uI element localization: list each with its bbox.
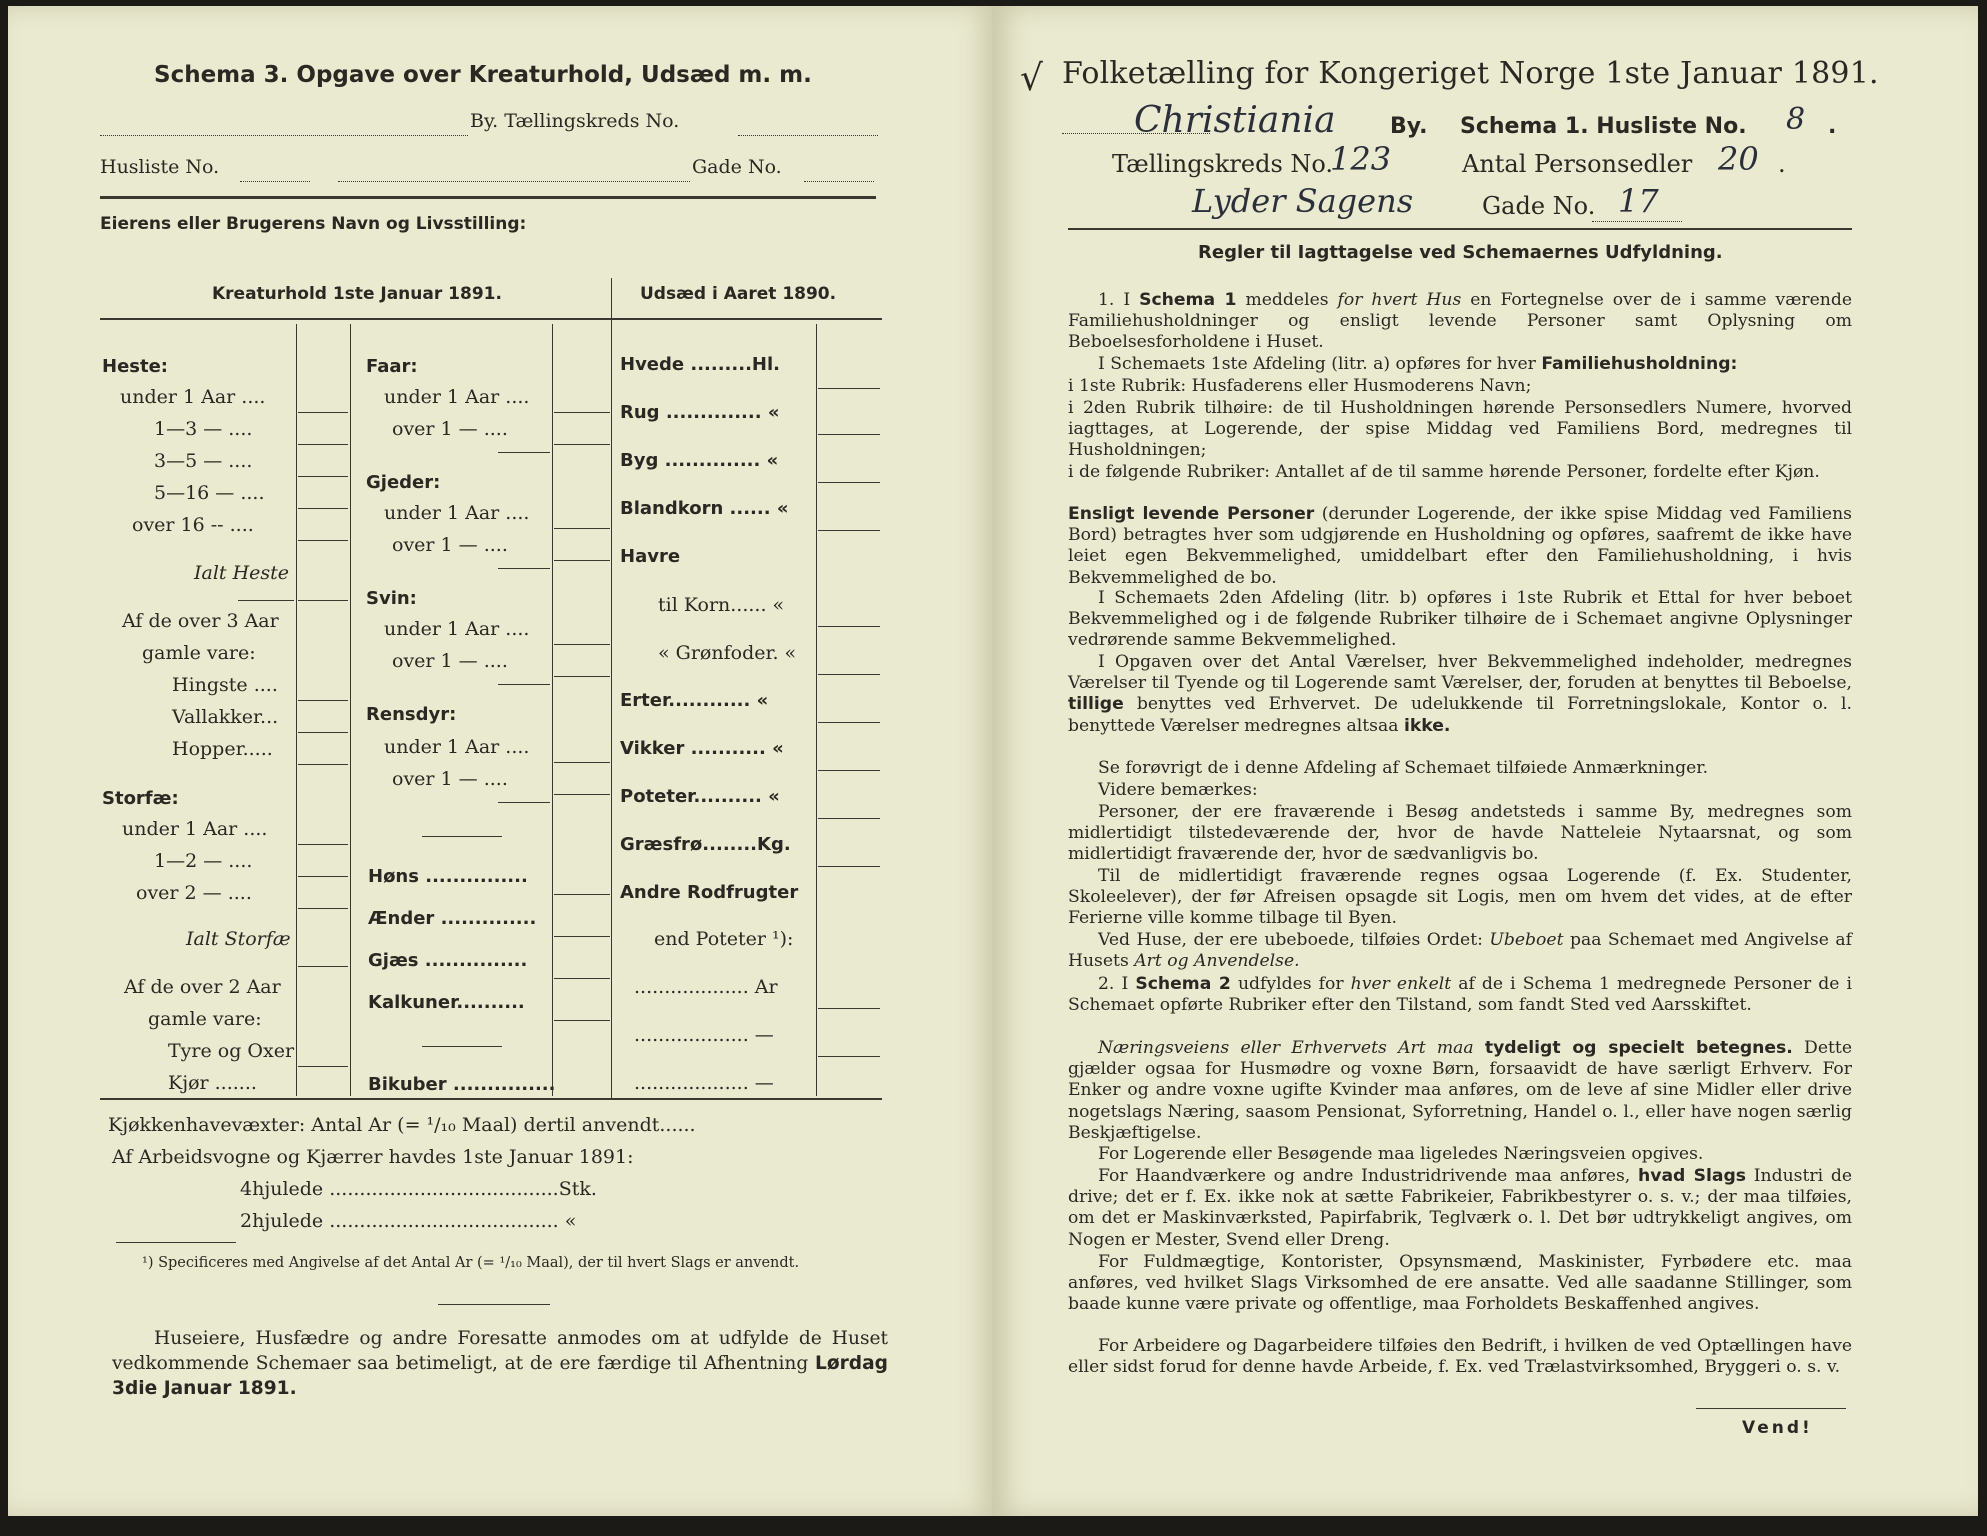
col2-value-line xyxy=(552,324,553,1096)
gade-label: Gade No. xyxy=(692,156,782,178)
dash-line: ................... — xyxy=(634,1024,774,1046)
kreds-label: Tællingskreds No. xyxy=(1112,150,1334,178)
rule-paragraph: For Fuldmægtige, Kontorister, Opsynsmænd, Maskinister, Fyrbødere etc. maa anføres, ved hvilket Slags Virksomhed de ere ansatte. Ved alle saadanne Stillinger, som baade kunne være private og offentlige, maa Forholdets Beskaffenhed angives. xyxy=(1068,1252,1852,1315)
rule-paragraph: i 2den Rubrik tilhøire: de til Husholdningen hørende Personsedlers Numere, hvorved iagttages, at Logerende, der spise Middag ved Familiens Bord, medregnes til Husholdningen; xyxy=(1068,398,1852,461)
heste-blank[interactable] xyxy=(298,476,348,477)
heste-row: 1—3 — .... xyxy=(154,418,253,440)
blandkorn-label: Blandkorn ...... « xyxy=(620,498,789,519)
udsaed-blank[interactable] xyxy=(818,1056,880,1057)
gade-label: Gade No. xyxy=(1482,192,1596,220)
havre-label: Havre xyxy=(620,546,681,567)
rule-paragraph: Ved Huse, der ere ubeboede, tilføies Ordet: Ubeboet paa Schemaet med Angivelse af Husets Art og Anvendelse. xyxy=(1068,930,1852,972)
rule-paragraph: 1. I Schema 1 meddeles for hvert Hus en Fortegnelse over de i samme værende Familiehusholdninger og ensligt levende Personer samt Oplysning om Beboelsesforholdene i Huset. xyxy=(1068,290,1852,353)
heste-sum-line xyxy=(238,600,294,601)
aender-label: Ænder .............. xyxy=(368,908,537,929)
husliste-label: Husliste No. xyxy=(100,156,220,178)
rule-paragraph: i 1ste Rubrik: Husfaderens eller Husmoderens Navn; xyxy=(1068,376,1532,396)
rule-paragraph: 2. I Schema 2 udfyldes for hver enkelt af de i Schema 1 medregnede Personer de i Schemaet opførte Rubriker efter den Tilstand, som fandt Sted ved Aarsskiftet. xyxy=(1068,974,1852,1016)
col1-divider xyxy=(350,324,351,1096)
kjor-label: Kjør ....... xyxy=(168,1072,257,1094)
udsaed-blank[interactable] xyxy=(818,530,880,531)
vikker-label: Vikker ........... « xyxy=(620,738,784,759)
regler-heading: Regler til Iagttagelse ved Schemaernes Udfyldning. xyxy=(1198,242,1723,263)
ialt-heste: Ialt Heste xyxy=(194,562,290,584)
gronfoder-label: « Grønfoder. « xyxy=(658,642,797,664)
svin-blank[interactable] xyxy=(554,644,610,645)
udsaed-blank[interactable] xyxy=(818,770,880,771)
kreds-blank[interactable] xyxy=(738,134,878,136)
header-rule xyxy=(100,196,876,199)
aender-blank[interactable] xyxy=(554,936,610,937)
tohjulede-line: 2hjulede ...................................... « xyxy=(240,1210,577,1232)
col3-value-line xyxy=(816,324,817,1096)
rule-paragraph: Til de midlertidigt fraværende regnes ogsaa Logerende (f. Ex. Studenter, Skoleelever), der før Afreisen opsagde sit Logis, men om hvem det vides, at de efter Ferierne ville komme tilbage til Byen. xyxy=(1068,866,1852,929)
footnote-rule xyxy=(116,1242,236,1243)
af-over3-label: gamle vare: xyxy=(142,642,256,664)
title-rule xyxy=(1068,228,1852,230)
rule-paragraph: I Opgaven over det Antal Værelser, hver Bekvemmelighed indeholder, medregnes Værelser til Tyende og til Logerende samt Værelser, der, foruden at benyttes til Beboelse, tillige benyttes ved Erhvervet. De udelukkende til Forretningslokale, Kontor o. l. benyttede Værelser medregnes altsaa ikke. xyxy=(1068,652,1852,736)
rule-paragraph: I Schemaets 2den Afdeling (litr. b) opføres i 1ste Rubrik et Ettal for hver beboet Bekvemmelighed og i de følgende Rubriker tilhøire de i Schemaet angivne Oplysninger vedrørende samme Bekvemmelighed. xyxy=(1068,588,1852,651)
heste-label: Heste: xyxy=(102,356,168,377)
kalkuner-blank[interactable] xyxy=(554,1020,610,1021)
heste-row: over 16 -- .... xyxy=(132,514,254,536)
section-separator xyxy=(422,1046,502,1047)
storfae-blank[interactable] xyxy=(298,908,348,909)
rule-paragraph: Ensligt levende Personer (derunder Logerende, der ikke spise Middag ved Familiens Bord) betragtes hver som udgjørende en Husholdning og opføres, saafremt de ikke have leiet egen Bekvemmelighed, umiddelbart efter den Familiehusholdning, i hvis Bekvemmelighed de bo. xyxy=(1068,504,1852,588)
af-over3-label: Af de over 3 Aar xyxy=(122,610,279,632)
rug-label: Rug .............. « xyxy=(620,402,780,423)
by-label: By. xyxy=(1390,114,1428,139)
svin-sum-line xyxy=(498,684,550,685)
city-blank[interactable] xyxy=(100,134,468,136)
street-handwritten[interactable]: Lyder Sagens xyxy=(1192,182,1414,220)
svin-blank[interactable] xyxy=(554,676,610,677)
hopper-blank[interactable] xyxy=(298,764,348,765)
af-over2-label: Af de over 2 Aar xyxy=(124,976,281,998)
bikuber-label: Bikuber ............... xyxy=(368,1074,556,1095)
udsaed-blank[interactable] xyxy=(818,1008,880,1009)
check-mark: √ xyxy=(1020,58,1043,99)
period: . xyxy=(1828,114,1837,139)
dash-line: ................... — xyxy=(634,1072,774,1094)
heste-blank[interactable] xyxy=(298,444,348,445)
rensdyr-label: Rensdyr: xyxy=(366,704,457,725)
udsaed-blank[interactable] xyxy=(818,482,880,483)
table-top-rule xyxy=(100,318,882,320)
arbeidsvogne-label: Af Arbeidsvogne og Kjærrer havdes 1ste Januar 1891: xyxy=(112,1146,634,1168)
gjeder-blank[interactable] xyxy=(554,560,610,561)
street-blank[interactable] xyxy=(338,180,690,182)
vend-label: Vend! xyxy=(1742,1418,1813,1438)
gjeder-row: over 1 — .... xyxy=(392,534,508,556)
rensdyr-blank[interactable] xyxy=(554,762,610,763)
faar-label: Faar: xyxy=(366,356,418,377)
left-page xyxy=(8,6,994,1516)
rule-paragraph: i de følgende Rubriker: Antallet af de til samme hørende Personer, fordelte efter Kjøn. xyxy=(1068,462,1820,482)
heste-row: under 1 Aar .... xyxy=(120,386,266,408)
til-korn-label: til Korn...... « xyxy=(658,594,785,616)
svin-label: Svin: xyxy=(366,588,417,609)
andre-rodfrugter-label: end Poteter ¹): xyxy=(654,928,794,950)
rule-paragraph: I Schemaets 1ste Afdeling (litr. a) opføres for hver Familiehusholdning: xyxy=(1098,354,1738,374)
heste-blank[interactable] xyxy=(298,540,348,541)
col1-value-line xyxy=(296,324,297,1096)
heste-row: 3—5 — .... xyxy=(154,450,253,472)
vallakker-label: Vallakker... xyxy=(172,706,279,728)
right-page xyxy=(992,6,1978,1516)
svin-row: under 1 Aar .... xyxy=(384,618,530,640)
kreds-handwritten[interactable]: 123 xyxy=(1330,140,1392,178)
rule-paragraph: For Logerende eller Besøgende maa ligeledes Næringsveien opgives. xyxy=(1098,1144,1704,1164)
table-bottom-rule xyxy=(100,1098,882,1100)
rensdyr-blank[interactable] xyxy=(554,794,610,795)
rensdyr-row: over 1 — .... xyxy=(392,768,508,790)
udsaed-blank[interactable] xyxy=(818,388,880,389)
rule-paragraph: Videre bemærkes: xyxy=(1098,780,1258,800)
hopper-label: Hopper..... xyxy=(172,738,273,760)
gade-dots xyxy=(1592,220,1682,222)
udsaed-blank[interactable] xyxy=(818,674,880,675)
storfae-blank[interactable] xyxy=(298,844,348,845)
faar-row: under 1 Aar .... xyxy=(384,386,530,408)
hvede-label: Hvede .........Hl. xyxy=(620,354,780,375)
heste-row: 5—16 — .... xyxy=(154,482,265,504)
udsaed-blank[interactable] xyxy=(818,626,880,627)
heste-blank[interactable] xyxy=(298,508,348,509)
husliste-handwritten[interactable]: 8 xyxy=(1786,102,1806,137)
udsaed-blank[interactable] xyxy=(818,818,880,819)
udsaed-blank[interactable] xyxy=(818,866,880,867)
hingste-blank[interactable] xyxy=(298,700,348,701)
gjeder-row: under 1 Aar .... xyxy=(384,502,530,524)
kalkuner-label: Kalkuner.......... xyxy=(368,992,525,1013)
erter-label: Erter............ « xyxy=(620,690,769,711)
rensdyr-sum-line xyxy=(498,802,550,803)
gjeder-sum-line xyxy=(498,568,550,569)
rule-paragraph: Personer, der ere fraværende i Besøg andetsteds i samme By, medregnes som midlertidigt tilstedeværende der, hvor de havde Natteleie Nytaarsnat, og som midlertidigt fraværende der, hvor de sædvanligvis bo. xyxy=(1068,802,1852,865)
faar-row: over 1 — .... xyxy=(392,418,508,440)
vallakker-blank[interactable] xyxy=(298,732,348,733)
rule-paragraph: For Arbeidere og Dagarbeidere tilføies den Bedrift, i hvilken de ved Optællingen have eller sidst forud for denne havde Arbeide, f. Ex. ved Trælastvirksomhed, Bryggeri o. s. v. xyxy=(1068,1336,1852,1378)
hingste-label: Hingste .... xyxy=(172,674,278,696)
rule-paragraph: Næringsveiens eller Erhvervets Art maa tydeligt og specielt betegnes. Dette gjælder ogsaa for Husmødre og voxne Børn, forsaavidt de have særligt Erhverv. For Enker og andre voxne ugifte Kvinder maa anføres, om de leve af sine Midler eller drive nogetslags Næring, saasom Pensionat, Syforretning, Handel o. l., eller have nogen særlig Beskjæftigelse. xyxy=(1068,1038,1852,1143)
antal-handwritten[interactable]: 20 xyxy=(1718,140,1759,178)
ialt-storfae-blank[interactable] xyxy=(298,966,348,967)
faar-blank[interactable] xyxy=(554,412,610,413)
census-title: Folketælling for Kongeriget Norge 1ste Januar 1891. xyxy=(1062,56,1879,91)
gjaes-blank[interactable] xyxy=(554,978,610,979)
ialt-heste-blank[interactable] xyxy=(298,600,348,601)
udsaed-blank[interactable] xyxy=(818,434,880,435)
svin-row: over 1 — .... xyxy=(392,650,508,672)
city-handwritten[interactable]: Christiania xyxy=(1134,100,1336,141)
hons-blank[interactable] xyxy=(554,894,610,895)
faar-blank[interactable] xyxy=(554,444,610,445)
storfae-row: under 1 Aar .... xyxy=(122,818,268,840)
storfae-row: over 2 — .... xyxy=(136,882,252,904)
vend-rule xyxy=(1696,1408,1846,1409)
af-over2-label: gamle vare: xyxy=(148,1008,262,1030)
col-divider xyxy=(611,278,612,1098)
heste-blank[interactable] xyxy=(298,412,348,413)
antal-label: Antal Personsedler xyxy=(1462,150,1693,178)
faar-sum-line xyxy=(498,452,550,453)
gade-blank[interactable] xyxy=(804,180,874,182)
closing-note: Huseiere, Husfædre og andre Foresatte anmodes om at udfylde de Huset vedkommende Schemaer saa betimeligt, at de ere færdige til Afhentning Lørdag 3die Januar 1891. xyxy=(112,1328,888,1399)
udsaed-header: Udsæd i Aaret 1890. xyxy=(640,284,837,304)
by-kreds-label: By. Tællingskreds No. xyxy=(470,110,680,132)
storfae-blank[interactable] xyxy=(298,876,348,877)
gade-handwritten[interactable]: 17 xyxy=(1618,182,1659,220)
andre-rodfrugter-label: Andre Rodfrugter xyxy=(620,882,799,903)
rensdyr-row: under 1 Aar .... xyxy=(384,736,530,758)
graesfro-label: Græsfrø........Kg. xyxy=(620,834,791,855)
kreaturhold-header: Kreaturhold 1ste Januar 1891. xyxy=(212,284,502,304)
schema1-husliste-label: Schema 1. Husliste No. xyxy=(1460,114,1747,139)
udsaed-blank[interactable] xyxy=(818,722,880,723)
kjokkenhave-line: Kjøkkenhavevæxter: Antal Ar (= ¹/₁₀ Maal) dertil anvendt...... xyxy=(108,1114,696,1136)
ialt-storfae: Ialt Storfæ xyxy=(186,928,291,950)
gjeder-blank[interactable] xyxy=(554,528,610,529)
section-separator xyxy=(422,836,502,837)
ar-line: ................... Ar xyxy=(634,976,778,998)
closing-rule xyxy=(438,1304,550,1305)
husliste-blank[interactable] xyxy=(240,180,310,182)
tyre-blank[interactable] xyxy=(298,1066,348,1067)
hons-label: Høns ............... xyxy=(368,866,528,887)
storfae-label: Storfæ: xyxy=(102,788,179,809)
gjaes-label: Gjæs ............... xyxy=(368,950,528,971)
firehjulede-line: 4hjulede ......................................Stk. xyxy=(240,1178,597,1200)
rule-paragraph: For Haandværkere og andre Industridrivende maa anføres, hvad Slags Industri de drive; det er f. Ex. ikke nok at sætte Fabrikeier, Fabrikbestyrer o. s. v.; der maa tilføies, om det er Maskinværksted, Papirfabrik, Teglværk o. l. Det bør udtrykkeligt angives, om Nogen er Mester, Svend eller Dreng. xyxy=(1068,1166,1852,1250)
footnote: ¹) Specificeres med Angivelse af det Antal Ar (= ¹/₁₀ Maal), der til hvert Slags er anvendt. xyxy=(142,1255,800,1271)
period: . xyxy=(1778,150,1786,178)
poteter-label: Poteter.......... « xyxy=(620,786,780,807)
byg-label: Byg .............. « xyxy=(620,450,779,471)
storfae-row: 1—2 — .... xyxy=(154,850,253,872)
schema3-title: Schema 3. Opgave over Kreaturhold, Udsæd m. m. xyxy=(154,62,812,88)
tyre-label: Tyre og Oxer xyxy=(168,1040,295,1062)
owner-label: Eierens eller Brugerens Navn og Livsstilling: xyxy=(100,214,527,234)
rule-paragraph: Se forøvrigt de i denne Afdeling af Schemaet tilføiede Anmærkninger. xyxy=(1098,758,1709,778)
gjeder-label: Gjeder: xyxy=(366,472,441,493)
